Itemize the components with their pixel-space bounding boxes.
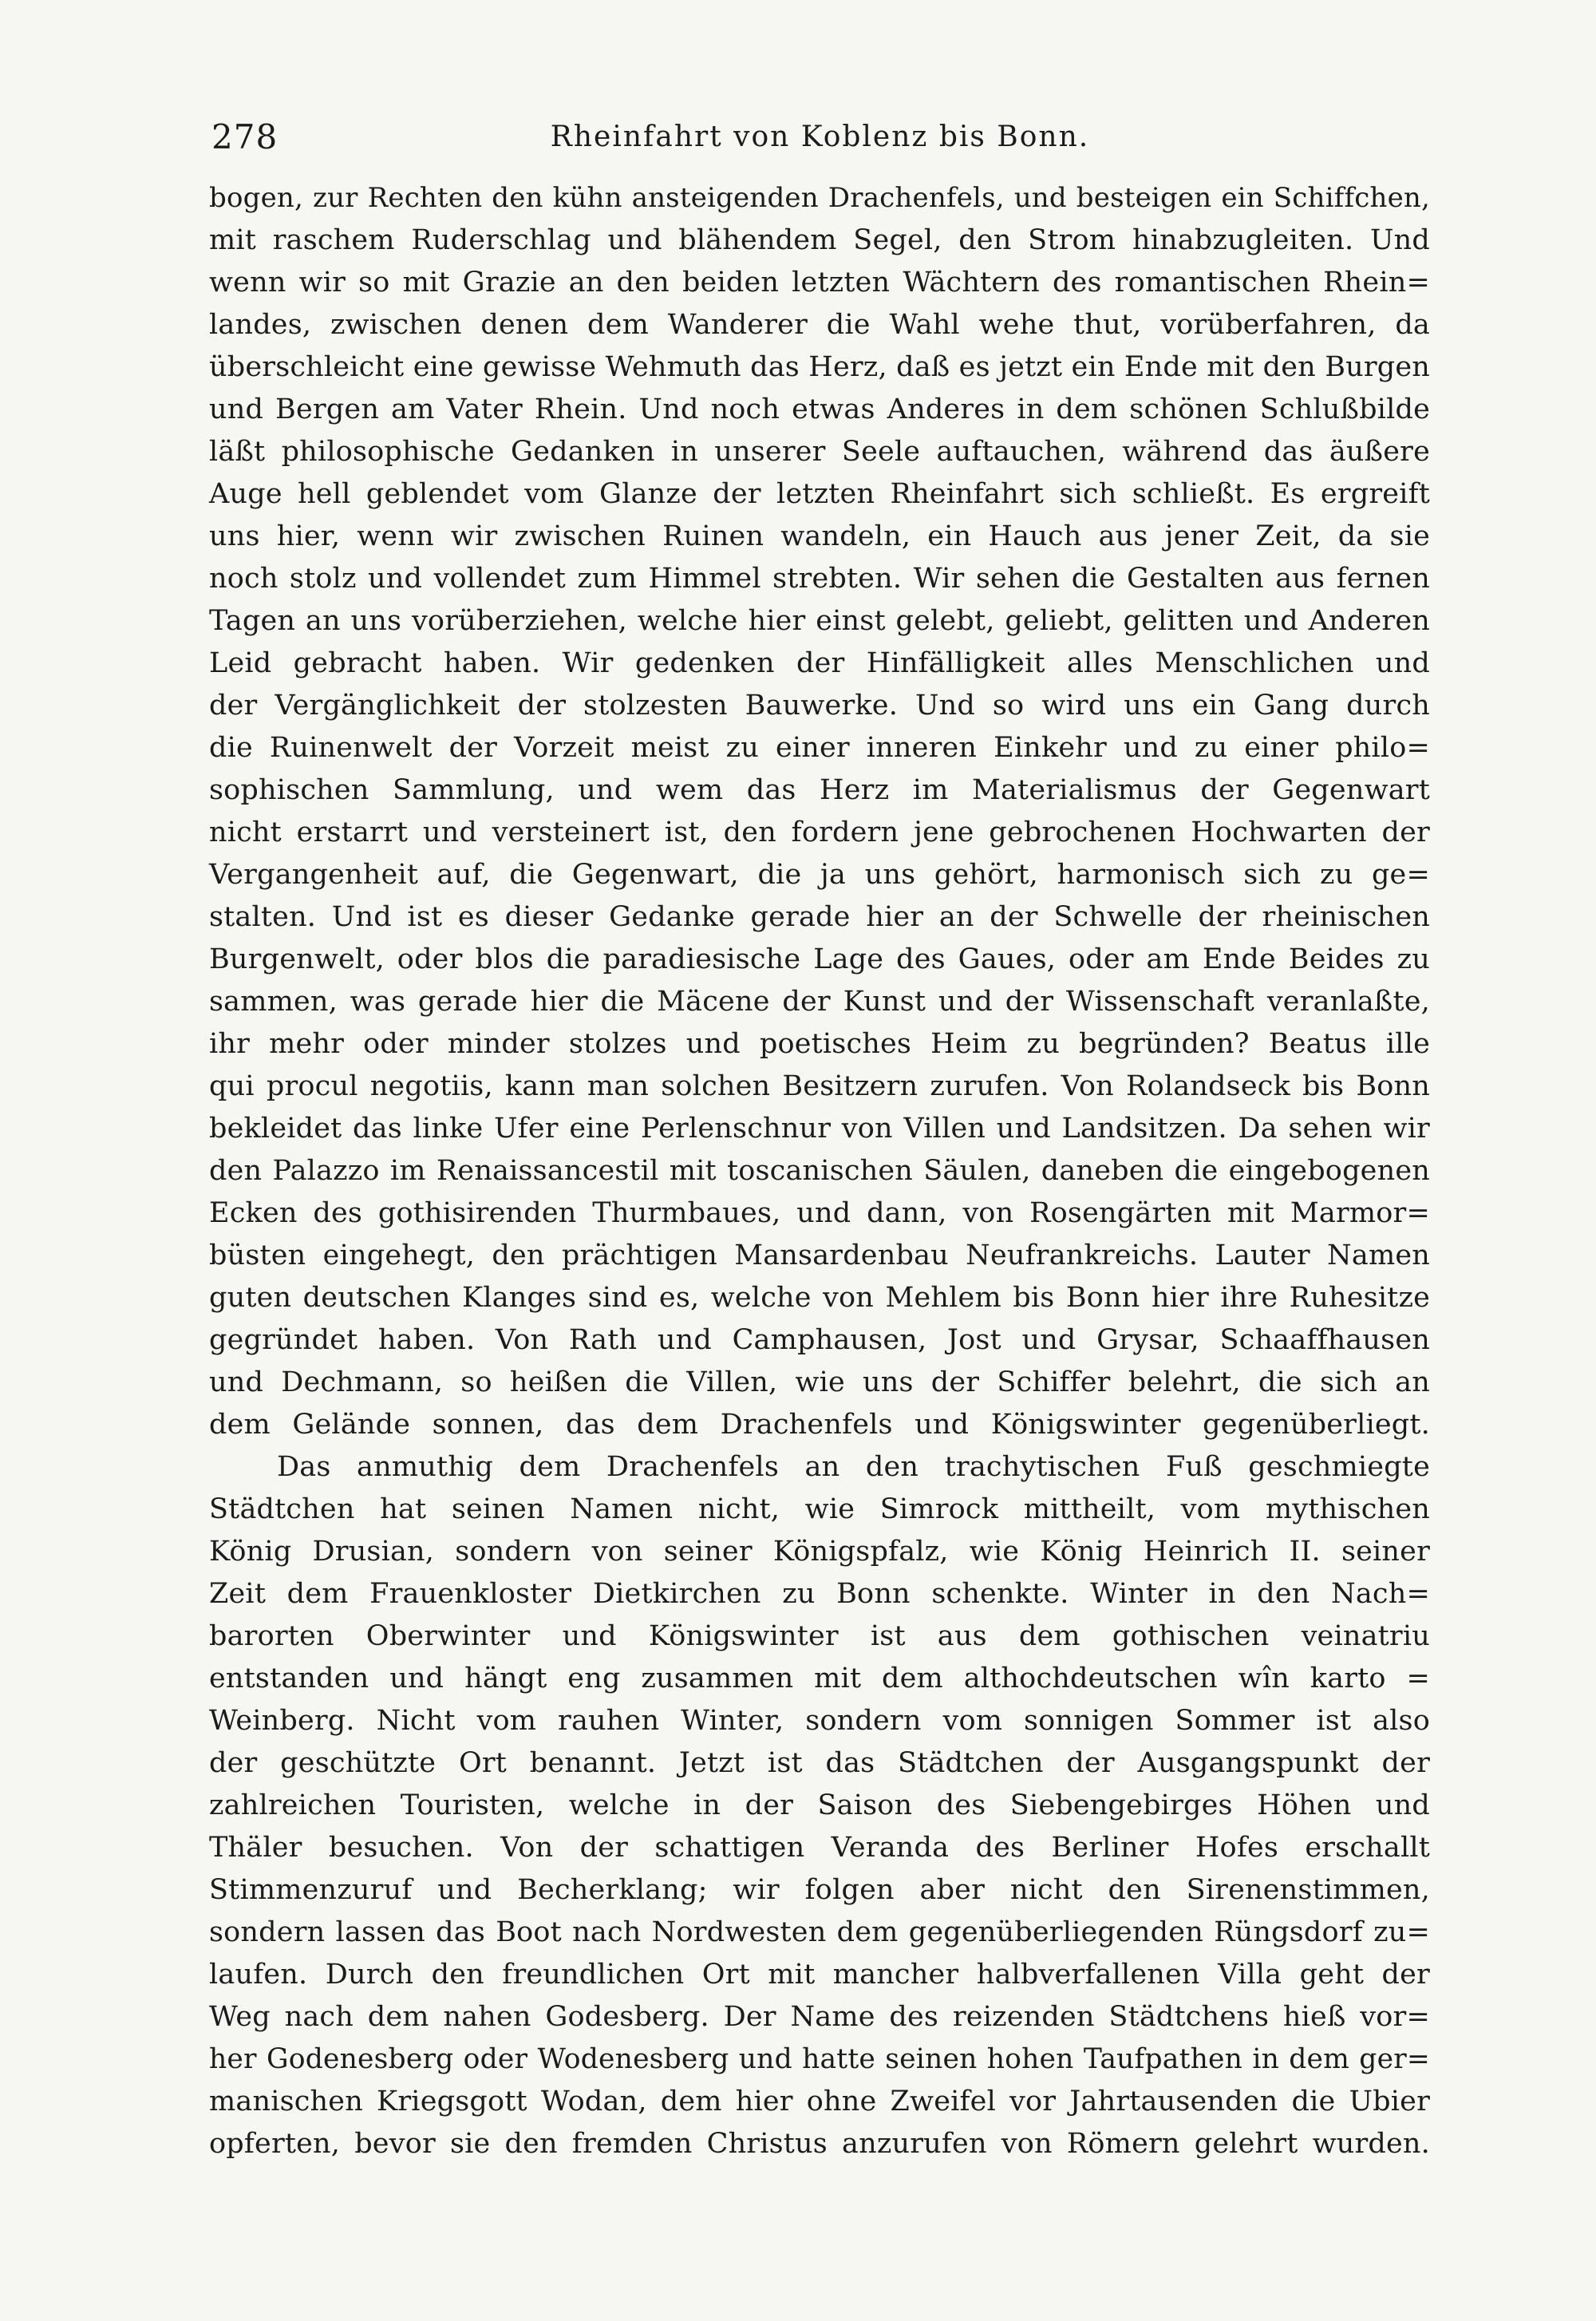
text-line-paragraph-start: Das anmuthig dem Drachenfels an den trachytischen Fuß geschmiegte	[277, 1451, 1430, 1483]
text-line: die Ruinenwelt der Vorzeit meist zu einer inneren Einkehr und zu einer philo=	[209, 732, 1430, 764]
text-line: her Godenesberg oder Wodenesberg und hatte seinen hohen Taufpathen in dem ger=	[209, 2043, 1430, 2075]
text-line: Städtchen hat seinen Namen nicht, wie Simrock mittheilt, vom mythischen	[209, 1493, 1430, 1525]
text-line: überschleicht eine gewisse Wehmuth das Herz, daß es jetzt ein Ende mit den Burgen	[209, 351, 1431, 383]
page-number: 278	[211, 117, 279, 156]
text-line: sondern lassen das Boot nach Nordwesten dem gegenüberliegenden Rüngsdorf zu=	[209, 1916, 1430, 1948]
text-line: manischen Kriegsgott Wodan, dem hier ohne Zweifel vor Jahrtausenden die Ubier	[209, 2086, 1430, 2117]
text-line: gegründet haben. Von Rath und Camphausen, Jost und Grysar, Schaaffhausen	[209, 1324, 1430, 1356]
text-line: Weinberg. Nicht vom rauhen Winter, sondern vom sonnigen Sommer ist also	[209, 1705, 1430, 1737]
text-line: mit raschem Ruderschlag und blähendem Segel, den Strom hinabzugleiten. Und	[209, 224, 1430, 256]
text-line: der Vergänglichkeit der stolzesten Bauwerke. Und so wird uns ein Gang durch	[209, 690, 1430, 722]
text-line: König Drusian, sondern von seiner Königspfalz, wie König Heinrich II. seiner	[209, 1536, 1430, 1568]
text-line: laufen. Durch den freundlichen Ort mit mancher halbverfallenen Villa geht der	[209, 1959, 1430, 1991]
text-line: noch stolz und vollendet zum Himmel strebten. Wir sehen die Gestalten aus fernen	[209, 563, 1430, 595]
text-line: barorten Oberwinter und Königswinter ist aus dem gothischen veinatriu	[209, 1620, 1430, 1652]
text-line: bekleidet das linke Ufer eine Perlenschnur von Villen und Landsitzen. Da sehen wir	[209, 1113, 1430, 1145]
text-line: Ecken des gothisirenden Thurmbaues, und dann, von Rosengärten mit Marmor=	[209, 1197, 1430, 1229]
text-line: und Dechmann, so heißen die Villen, wie uns der Schiffer belehrt, die sich an	[209, 1366, 1430, 1398]
text-line: sammen, was gerade hier die Mäcene der Kunst und der Wissenschaft veranlaßte,	[209, 986, 1430, 1018]
text-line: Thäler besuchen. Von der schattigen Veranda des Berliner Hofes erschallt	[209, 1832, 1430, 1864]
text-line: und Bergen am Vater Rhein. Und noch etwas Anderes in dem schönen Schlußbilde	[209, 393, 1430, 425]
text-line: läßt philosophische Gedanken in unserer Seele auftauchen, während das äußere	[209, 436, 1430, 468]
text-line: zahlreichen Touristen, welche in der Saison des Siebengebirges Höhen und	[209, 1789, 1430, 1821]
text-line: Burgenwelt, oder blos die paradiesische Lage des Gaues, oder am Ende Beides zu	[209, 943, 1430, 975]
text-line: Zeit dem Frauenkloster Dietkirchen zu Bonn schenkte. Winter in den Nach=	[209, 1578, 1430, 1610]
text-line: ihr mehr oder minder stolzes und poetisches Heim zu begründen? Beatus ille	[209, 1028, 1430, 1060]
text-line: Vergangenheit auf, die Gegenwart, die ja uns gehört, harmonisch sich zu ge=	[209, 859, 1430, 891]
text-line: landes, zwischen denen dem Wanderer die Wahl wehe thut, vorüberfahren, da	[209, 309, 1430, 341]
text-line: Stimmenzuruf und Becherklang; wir folgen aber nicht den Sirenenstimmen,	[209, 1874, 1430, 1906]
text-line: den Palazzo im Renaissancestil mit toscanischen Säulen, daneben die eingebogenen	[209, 1155, 1430, 1187]
text-line: Leid gebracht haben. Wir gedenken der Hinfälligkeit alles Menschlichen und	[209, 647, 1430, 679]
text-line: dem Gelände sonnen, das dem Drachenfels und Königswinter gegenüberliegt.	[209, 1409, 1430, 1441]
text-line: stalten. Und ist es dieser Gedanke gerade hier an der Schwelle der rheinischen	[209, 901, 1430, 933]
text-line: Auge hell geblendet vom Glanze der letzten Rheinfahrt sich schließt. Es ergreift	[209, 478, 1430, 510]
body-text	[209, 177, 1430, 2165]
page-header	[211, 113, 1428, 161]
text-line: entstanden und hängt eng zusammen mit dem althochdeutschen wîn karto =	[209, 1663, 1430, 1694]
text-line: Weg nach dem nahen Godesberg. Der Name des reizenden Städtchens hieß vor=	[209, 2001, 1430, 2033]
text-line: wenn wir so mit Grazie an den beiden letzten Wächtern des romantischen Rhein=	[209, 267, 1430, 299]
text-line: der geschützte Ort benannt. Jetzt ist das Städtchen der Ausgangspunkt der	[209, 1747, 1430, 1779]
text-line: büsten eingehegt, den prächtigen Mansardenbau Neufrankreichs. Lauter Namen	[209, 1240, 1430, 1271]
text-line: nicht erstarrt und versteinert ist, den fordern jene gebrochenen Hochwarten der	[209, 817, 1430, 848]
running-title: Rheinfahrt von Koblenz bis Bonn.	[550, 121, 1090, 153]
text-line: uns hier, wenn wir zwischen Ruinen wandeln, ein Hauch aus jener Zeit, da sie	[209, 520, 1430, 552]
text-line: bogen, zur Rechten den kühn ansteigenden Drachenfels, und besteigen ein Schiffchen,	[209, 182, 1430, 214]
text-line: sophischen Sammlung, und wem das Herz im Materialismus der Gegenwart	[209, 774, 1430, 806]
text-line: Tagen an uns vorüberziehen, welche hier einst gelebt, geliebt, gelitten und Anderen	[209, 605, 1430, 637]
text-line: guten deutschen Klanges sind es, welche von Mehlem bis Bonn hier ihre Ruhesitze	[209, 1282, 1430, 1314]
text-line: qui procul negotiis, kann man solchen Besitzern zurufen. Von Rolandseck bis Bonn	[209, 1070, 1430, 1102]
text-line: opferten, bevor sie den fremden Christus anzurufen von Römern gelehrt wurden.	[209, 2128, 1430, 2160]
